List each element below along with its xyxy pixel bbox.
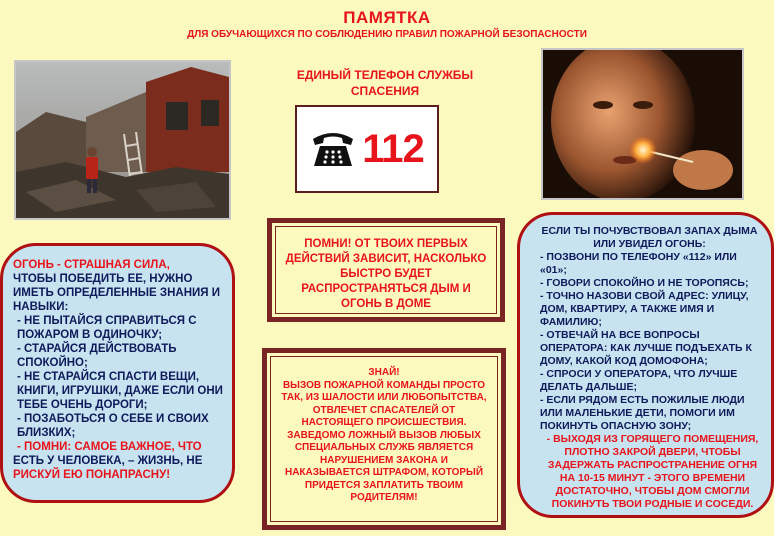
emergency-phone-label: ЕДИНЫЙ ТЕЛЕФОН СЛУЖБЫ СПАСЕНИЯ [296,68,474,98]
smoke-action-item: - ОТВЕЧАЙ НА ВСЕ ВОПРОСЫ ОПЕРАТОРА: КАК ЛУЧШЕ ПОДЪЕХАТЬ К ДОМУ, КАКОЙ КОД ДОМОФОНА; [540,329,752,367]
know-heading: ЗНАЙ! [368,367,400,378]
boy-with-match-picture [543,50,742,198]
burned-house-picture [16,62,229,218]
telephone-icon [310,129,356,169]
fire-skill-item: - ПОЗАБОТЬСЯ О СЕБЕ И СВОИХ БЛИЗКИХ; [17,413,209,439]
know-text: ВЫЗОВ ПОЖАРНОЙ КОМАНДЫ ПРОСТО ТАК, ИЗ ШАЛОСТИ ИЛИ ЛЮБОПЫТСТВА, ОТВЛЕЧЕТ СПАСАТЕЛЕЙ ОТ НАСТОЯЩЕГО ПРОИСШЕСТВИЯ. ЗАВЕДОМО ЛОЖНЫЙ ВЫЗОВ ЛЮБЫХ СПЕЦИАЛЬНЫХ СЛУЖБ ЯВЛЯЕТСЯ НАРУШЕНИЕМ ЗАКОНА И НАКАЗЫВАЕТСЯ ШТРАФОМ, КОТОРЫЙ ПРИДЕТСЯ ЗАПЛАТИТЬ ТВОИМ РОДИТЕЛЯМ! [281,379,487,503]
fire-skill-item: - СТАРАЙСЯ ДЕЙСТВОВАТЬ СПОКОЙНО; [17,343,177,369]
smoke-action-item: - ТОЧНО НАЗОВИ СВОЙ АДРЕС: УЛИЦУ, ДОМ, КВАРТИРУ, А ТАКЖЕ ИМЯ И ФАМИЛИЮ; [540,290,749,328]
fire-final-navy: ЕСТЬ У ЧЕЛОВЕКА, – ЖИЗНЬ, НЕ [13,455,203,467]
remember-box [267,218,505,322]
smoke-action-item: - ПОЗВОНИ ПО ТЕЛЕФОНУ «112» ИЛИ «01»; [540,251,737,276]
smoke-final-red: - ВЫХОДЯ ИЗ ГОРЯЩЕГО ПОМЕЩЕНИЯ, ПЛОТНО ЗАКРОЙ ДВЕРИ, ЧТОБЫ ЗАДЕРЖАТЬ РАСПРОСТРАНЕНИЕ ОГНЯ НА 10-15 МИНУТ - ЭТОГО ВРЕМЕНИ ДОСТАТОЧНО, ЧТОБЫ ДОМ СМОГЛИ ПОКИНУТЬ ТВОИ РОДНЫЕ И СОСЕДИ. [546,433,759,510]
fire-skill-item: - НЕ ПЫТАЙСЯ СПРАВИТЬСЯ С ПОЖАРОМ В ОДИНОЧКУ; [17,315,197,341]
fire-skills-panel [0,243,235,503]
fire-intro-navy: ЧТОБЫ ПОБЕДИТЬ ЕЕ, НУЖНО ИМЕТЬ ОПРЕДЕЛЕННЫЕ ЗНАНИЯ И НАВЫКИ: [13,273,220,313]
smoke-action-item: - СПРОСИ У ОПЕРАТОРА, ЧТО ЛУЧШЕ ДЕЛАТЬ ДАЛЬШЕ; [540,368,738,393]
poster-subtitle: ДЛЯ ОБУЧАЮЩИХСЯ ПО СОБЛЮДЕНИЮ ПРАВИЛ ПОЖАРНОЙ БЕЗОПАСНОСТИ [187,29,587,40]
emergency-phone-box [295,105,439,193]
fire-final-red: - ПОМНИ: САМОЕ ВАЖНОЕ, ЧТО [17,441,202,453]
smoke-heading: ЕСЛИ ТЫ ПОЧУВСТВОВАЛ ЗАПАХ ДЫМА ИЛИ УВИДЕЛ ОГОНЬ: [541,225,758,250]
fire-final-red-2: РИСКУЙ ЕЮ ПОНАПРАСНУ! [13,469,171,481]
smoke-actions-panel [517,212,774,518]
fire-intro-red: ОГОНЬ - СТРАШНАЯ СИЛА, [13,259,170,271]
know-box [262,348,506,530]
burned-house-photo [14,60,231,220]
boy-with-match-photo [541,48,744,200]
remember-text: ПОМНИ! ОТ ТВОИХ ПЕРВЫХ ДЕЙСТВИЙ ЗАВИСИТ, НАСКОЛЬКО БЫСТРО БУДЕТ РАСПРОСТРАНЯТЬСЯ ДЫМ И ОГОНЬ В ДОМЕ [285,238,487,310]
emergency-phone-number: 112 [362,126,424,171]
poster-title: ПАМЯТКА [343,8,431,27]
smoke-action-item: - ГОВОРИ СПОКОЙНО И НЕ ТОРОПЯСЬ; [540,277,749,289]
smoke-action-item: - ЕСЛИ РЯДОМ ЕСТЬ ПОЖИЛЫЕ ЛЮДИ ИЛИ МАЛЕНЬКИЕ ДЕТИ, ПОМОГИ ИМ ПОКИНУТЬ ОПАСНУЮ ЗОНУ; [540,394,745,432]
fire-skill-item: - НЕ СТАРАЙСЯ СПАСТИ ВЕЩИ, КНИГИ, ИГРУШКИ, ДАЖЕ ЕСЛИ ОНИ ТЕБЕ ОЧЕНЬ ДОРОГИ; [17,371,223,411]
